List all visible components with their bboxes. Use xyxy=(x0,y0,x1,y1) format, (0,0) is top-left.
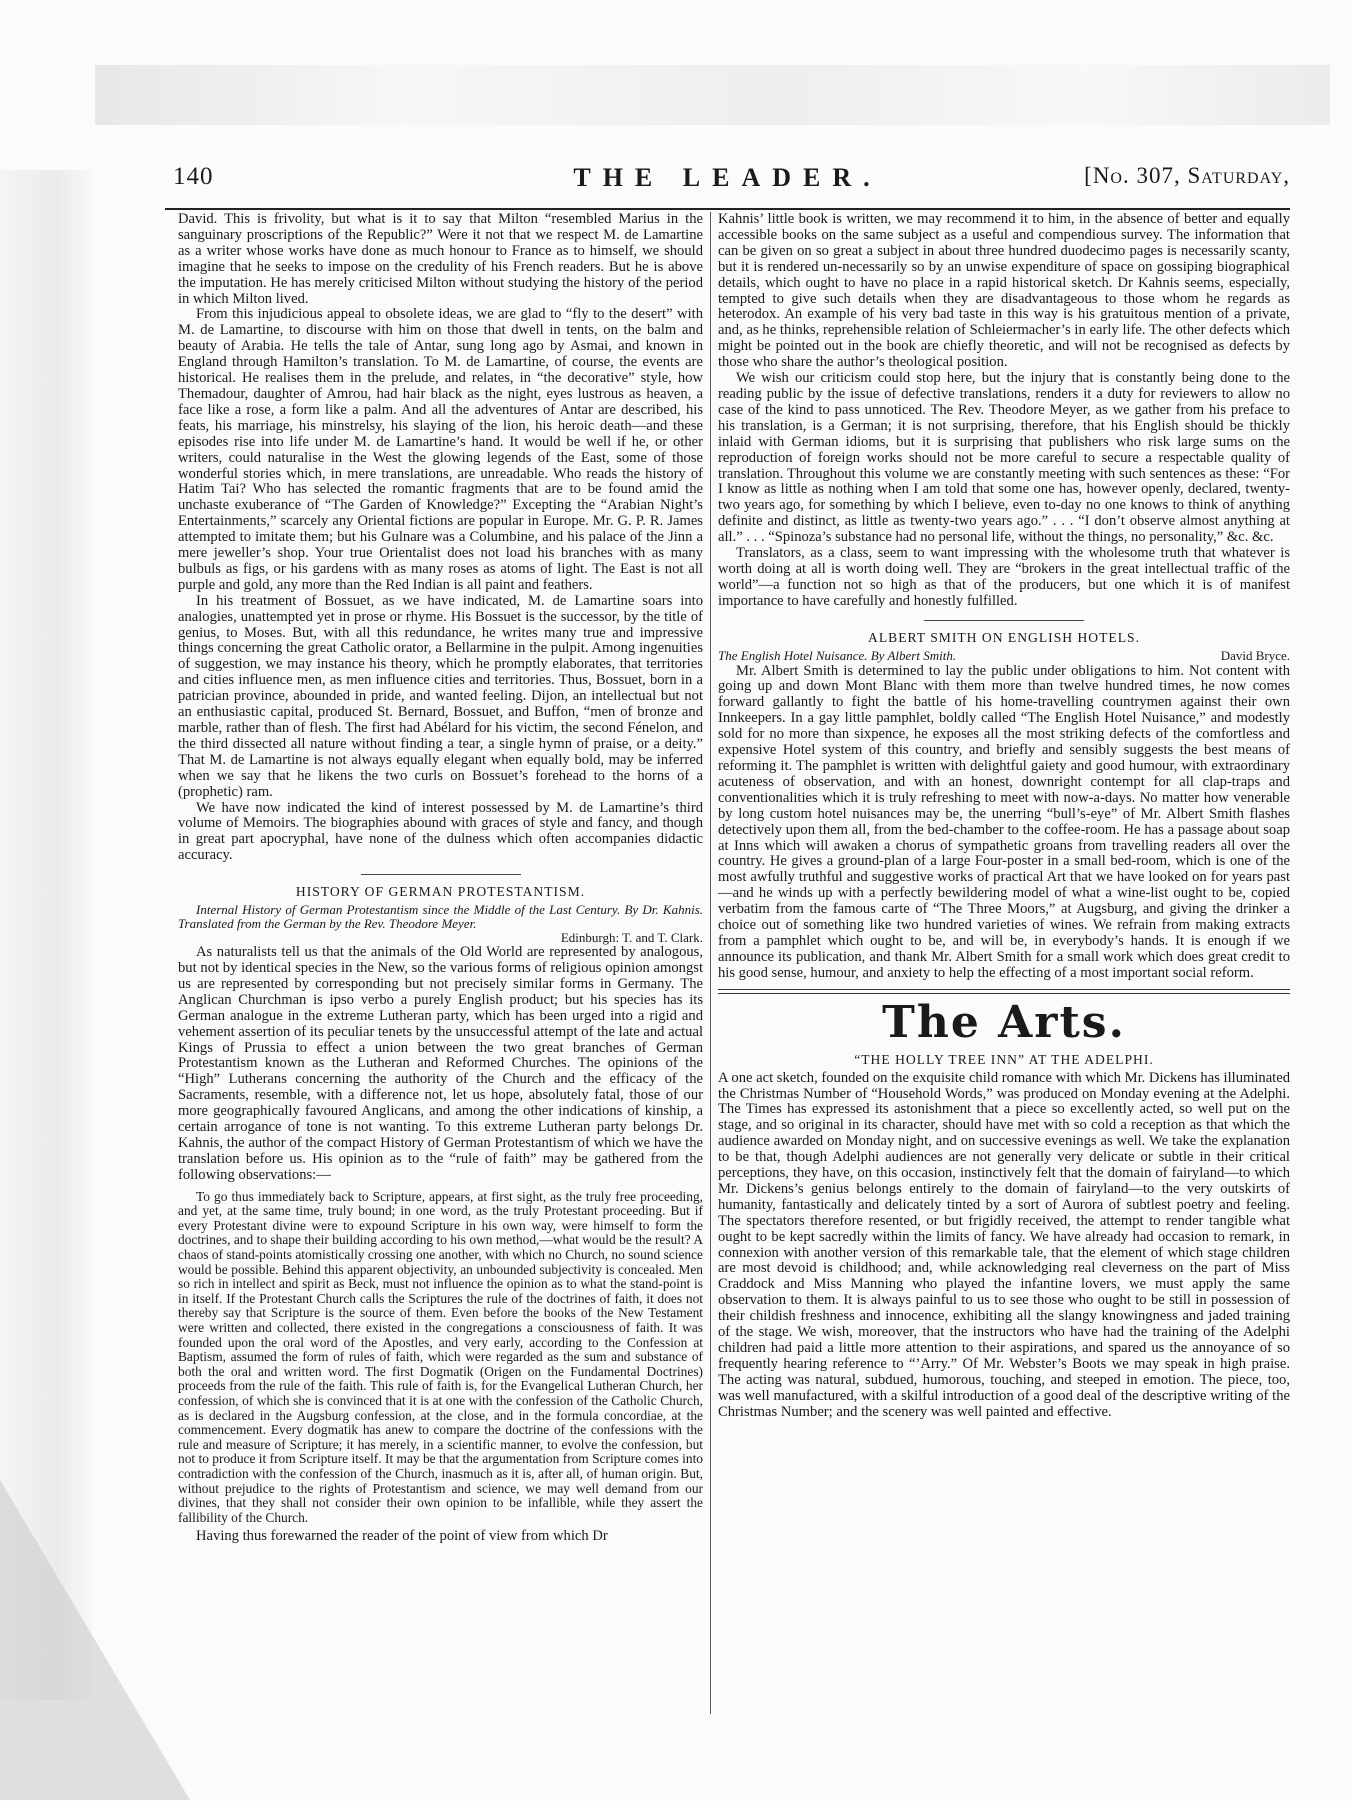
article-paragraph: In his treatment of Bossuet, as we have indicated, M. de Lamartine soars into analogies, unattempted yet in prose or rhyme. His Bossuet is the successor, by the title of genius, to Moses. But, with all this redundance, he writes many true and impressive things concerning the great Catholic orator, a Bellarmine in the pulpit. Among ingenuities of suggestion, we may instance his theory, which he promptly elaborates, that territories and cities influence men, as men influence cities and territories. Thus, Bossuet, born in a patrician province, abounded in pride, and wanted feeling. Dijon, an intellectual but not an enthusiastic capital, produced St. Bernard, Bossuet, and Buffon, “men of bronze and marble, rather than of flesh. The first had Abélard for his victim, the second Fénelon, and the third dissected all nature without finding a tear, a single hymn of praise, or a deity.” That M. de Lamartine is not always equally elegant when equally bold, may be inferred when we say that he likens the two curls on Bossuet’s forehead to the horns of a (prophetic) ram. xyxy=(178,592,703,800)
page-number: 140 xyxy=(173,163,214,190)
article-paragraph: We wish our criticism could stop here, but the injury that is constantly being done to the reading public by the issue of defective translations, renders it a duty for reviewers to allow no case of the kind to pass unnoticed. The Rev. Theodore Meyer, as we gather from his preface to his translation, is a German; it is not surprising, therefore, that his English should be thickly inlaid with German idioms, but it is surprising that publishers who risk large sums on the reproduction of foreign works should not be more careful to secure a respectable quality of translation. Throughout this volume we are constantly meeting with such sentences as these: “For I know as little as nothing when I am told that some one has, however openly, declared, twenty-two years ago, for something by which I believe, even to-day no one knows to think of anything definite and distinct, as little as twenty-two years ago.” . . . “I don’t observe almost anything at all.” . . . “Spinoza’s substance had no personal life, without the things, no personality,” &c. &c. xyxy=(718,370,1290,546)
arts-section-heading: The Arts. xyxy=(882,996,1126,1048)
article-paragraph: As naturalists tell us that the animals of the Old World are represented by analogous, but not by identical species in the New, so the various forms of religious opinion amongst us are represented by corresponding but not precisely similar forms in Germany. The Anglican Churchman is ipso verbo a purely English product; but his species has its German analogue in the extreme Lutheran party, which has been urged into a rigid and vehement assertion of its peculiar tenets by the unsuccessful attempt of the late and actual Kings of Prussia to effect a union between the two great branches of German Protestantism known as the Lutheran and Reformed Churches. The opinions of the “High” Lutherans concerning the authority of the Church and the efficacy of the Sacraments, resemble, with a difference not, let us hope, absolutely fatal, those of our more geographically favoured Anglicans, and among the other indications of kinship, a certain arrogance of tone is not wanting. To this extreme Lutheran party belongs Dr. Kahnis, the author of the compact History of German Protestantism of which we have the translation before us. His opinion as to the “rule of faith” may be gathered from the following observations:— xyxy=(178,944,703,1183)
article-paragraph: Mr. Albert Smith is determined to lay the public under obligations to him. Not content with going up and down Mont Blanc with them more than twelve hundred times, he now comes forward gallantly to fight the battle of his home-travelling countrymen against their own Innkeepers. In a gay little pamphlet, boldly called “The English Hotel Nuisance,” and modestly sold for no more than sixpence, he exposes all the most striking defects of the comfortless and expensive Hotel system of this country, and briefly and sensibly suggests the best means of reforming it. The pamphlet is written with delightful gaiety and good humour, with extraordinary acuteness of observation, and with an honest, downright contempt for all clap-traps and conventionalities which it is truly refreshing to meet with now-a-days. No matter how venerable by long custom hotel nuisances may be, the unerring “bull’s-eye” of Mr. Albert Smith flashes detectively upon them all, from the bed-chamber to the coffee-room. He has a passage about soap at Inns which will awaken a chorus of sympathetic groans from travelling readers all over the country. He gives a ground-plan of a large Four-poster in a small bed-room, which is one of the most awfully truthful and suggestive works of practical Art that we have looked on for years past—and he winds up with a perfectly bewildering model of what a wine-list ought to be, copied verbatim from the famous carte of “The Three Moors,” at Augsburg, and giving the drinker a choice out of something like two hundred varieties of wines. We refrain from making extracts from a pamphlet which ought to be, and will be, in everybody’s hands. It is enough if we announce its publication, and thank Mr. Albert Smith for a small work which does great credit to his good sense, humour, and anxiety to help the effecting of a most important social reform. xyxy=(718,662,1290,981)
article-paragraph: Translators, as a class, seem to want impressing with the wholesome truth that whatever is worth doing at all is worth doing well. They are “brokers in the great intellectual traffic of the world”—a function not so high as that of the producers, but one which it is of manifest importance to have carefully and honestly fulfilled. xyxy=(718,545,1290,609)
holly-tree-review-title: “THE HOLLY TREE INN” AT THE ADELPHI. xyxy=(854,1051,1154,1067)
quoted-extract: To go thus immediately back to Scripture, appears, at first sight, as the truly free proceeding, and yet, at the same time, truly bound; in one word, as the truly Protestant proceeding. But if every Protestant divine were to expound Scripture in his own way, were himself to form the doctrines, and to shape their building according to his own method,—what would be the result? A chaos of stand-points atomistically crossing one another, with which no Church, no sound science would be possible. Behind this apparent objectivity, an unbounded subjectivity is concealed. Men so rich in intellect and spirit as Beck, must not influence the opinion as to what the stand-point is in itself. If the Protestant Church calls the Scriptures the rule of the doctrines of faith, it does not thereby say that Scripture is the source of them. Even before the books of the New Testament were written and collected, there existed in the congregations a consciousness of faith. It was founded upon the oral word of the Apostles, and very early, according to the Confession at Baptism, assumed the form of rules of faith, which were regarded as the sum and substance of both the oral and written word. The first Dogmatik (Origen on the Fundamental Doctrines) proceeds from the rule of the faith. This rule of faith is, for the Evangelical Lutheran Church, her confession, of which she is convinced that it is at one with the confession of the Catholic Church, as is declared in the Augsburg confession, at the close, and in the formula concordiae, at the commencement. Every dogmatik has anew to compare the doctrine of the confessions with the rule and measure of Scripture; it has merely, in a scientific manner, to evolve the confession, but not to produce it from Scripture itself. It may be that the argumentation from Scripture comes into contradiction with the confession of the Church, inasmuch as it is, after all, of human origin. But, without prejudice to the rights of Protestantism and science, we may well demand from our divines, that they shall not consider their own opinion to be infallible, while they assert the fallibility of the Church. xyxy=(178,1188,703,1525)
scan-shadow-left xyxy=(0,170,92,1700)
issue-label: [No. 307, Saturday, xyxy=(1084,163,1290,188)
right-column xyxy=(718,212,1290,1421)
left-column xyxy=(178,212,703,1545)
article-paragraph: Kahnis’ little book is written, we may recommend it to him, in the absence of better and equally accessible books on the same subject as a useful and compendious survey. The information that can be given on so great a subject in about three hundred duodecimo pages is necessarily scanty, but it is rendered un-necessarily so by an unwise expenditure of space on gossiping biographical details, which ought to have no place in a rapid historical sketch. Dr Kahnis seems, especially, tempted to give such details when they are disadvantageous to those whom he regards as heterodox. An example of his very bad taste in this way is his gratuitous mention of a private, and, as he thinks, reprehensible relation of Schleiermacher’s in early life. The other defects which might be pointed out in the book are chiefly theoretic, and will not be recognised as defects by those who share the author’s theological position. xyxy=(718,211,1290,371)
page-header xyxy=(165,163,1290,199)
history-review-title: HISTORY OF GERMAN PROTESTANTISM. xyxy=(295,884,586,900)
scan-shadow-corner xyxy=(0,1480,190,1800)
section-rule xyxy=(361,874,521,875)
article-paragraph: We have now indicated the kind of interest possessed by M. de Lamartine’s third volume of Memoirs. The biographies abound with graces of style and fancy, and though in great part apocryphal, have none of the dulness which often accompanies didactic accuracy. xyxy=(178,799,703,864)
history-review-publisher: Edinburgh: T. and T. Clark. xyxy=(560,930,703,946)
smith-review-publisher: David Bryce. xyxy=(1220,647,1290,663)
newspaper-title: THE LEADER. xyxy=(573,163,882,192)
section-rule xyxy=(924,620,1084,621)
article-paragraph: A one act sketch, founded on the exquisite child romance with which Mr. Dickens has illuminated the Christmas Number of “Household Words,” was produced on Monday evening at the Adelphi. The Times has expressed its astonishment that a piece so excellently acted, so well put on the stage, and so original in its character, should have met with so cold a reception as that which the audience awarded on Monday night, and on successive evenings as well. We take the explanation to be that, though Adelphi audiences are not generally very delicate or subtle in their critical perceptions, they have, on this occasion, instinctively felt that the domain of fairyland—to which Mr. Dickens’s genius belongs entirely to the domain of fairyland—to the very outskirts of humanity, fantastically and delicately tinted by a sort of Aurora of subtlest poetry and feeling. The spectators therefore resented, or but frigidly received, the attempt to render tangible what ought to be kept sacredly within the limits of fancy. We have already had occasion to remark, in connexion with another version of this remarkable tale, that the element of which stage children are most devoid is childhood; and, while acknowledging real cleverness on the part of Miss Craddock and Miss Manning who played the infantine lovers, we must apply the same observation to them. It is always painful to us to see those who ought to be still in possession of their childish freshness and innocence, exhibiting all the slangy knowingness and jaded training of the stage. We wish, moreover, that the instructors who have had the training of the Adelphi children had paid a little more attention to their aspirations, and spared us the annoyance of so frequently hearing reference to “’Arry.” Of Mr. Webster’s Boots we may speak in high praise. The acting was natural, subdued, humorous, touching, and steeped in emotion. The piece, too, was well manufactured, with a skilful introduction of a good deal of the descriptive writing of the Christmas Number; and the scenery was well painted and effective. xyxy=(718,1069,1290,1420)
column-divider xyxy=(710,212,711,1714)
article-paragraph: Having thus forewarned the reader of the point of view from which Dr xyxy=(196,1528,608,1545)
scan-shadow-top xyxy=(95,65,1330,125)
smith-review-byline-row xyxy=(718,649,1290,664)
article-paragraph: From this injudicious appeal to obsolete ideas, we are glad to “fly to the desert” with M. de Lamartine, to discourse with him on those that dwell in tents, on the balm and beauty of Arabia. He tells the tale of Antar, sung long ago by Asmai, and known in England through Hamilton’s translation. To M. de Lamartine, of course, the events are historical. He realises them in the prelude, and relates, in “the decorative” style, how Themadour, daughter of Amrou, had hair black as the night, eyes lustrous as heaven, a face like a rose, a form like a palm. And all the adventures of Antar are described, his feats, his marriage, his minstrelsy, his slaying of the lion, his heroic death—and these episodes rise into life under M. de Lamartine’s hand. It would be well if he, or other writers, could naturalise in the West the glowing legends of the East, some of those wonderful stories which, in mere translations, are unreadable. Who reads the history of Hatim Tai? Who has selected the romantic fragments that are to be found amid the unchaste exuberance of “The Garden of Knowledge?” Excepting the “Arabian Night’s Entertainments,” scarcely any Oriental fictions are popular in Europe. Mr. G. P. R. James attempted to imitate them; but his Gulnare was a Columbine, and his palace of the Jinn a mere jeweller’s shop. Your true Orientalist does not load his branches with as many bulbuls as figs, or his gardens with as many roses as atoms of light. The East is not all purple and gold, any more than the Red Indian is all paint and feathers. xyxy=(178,306,703,593)
article-paragraph: David. This is frivolity, but what is it to say that Milton “resembled Marius in the sanguinary proscriptions of the Republic?” Were it not that we respect M. de Lamartine as a writer whose works have done as much honour to France as to himself, we should imagine that he seeks to impose on the credulity of his French readers. But he is above the imputation. He has merely criticised Milton without studying the history of the period in which Milton lived. xyxy=(178,211,703,307)
header-rule xyxy=(165,208,1290,210)
smith-review-byline: The English Hotel Nuisance. By Albert Smith. xyxy=(718,647,957,663)
arts-rule xyxy=(718,989,1290,994)
smith-review-title: ALBERT SMITH ON ENGLISH HOTELS. xyxy=(868,629,1140,645)
history-review-byline: Internal History of German Protestantism since the Middle of the Last Century. By Dr. Kahnis. Translated from the German by the Rev. Theodore Meyer. xyxy=(178,902,703,932)
